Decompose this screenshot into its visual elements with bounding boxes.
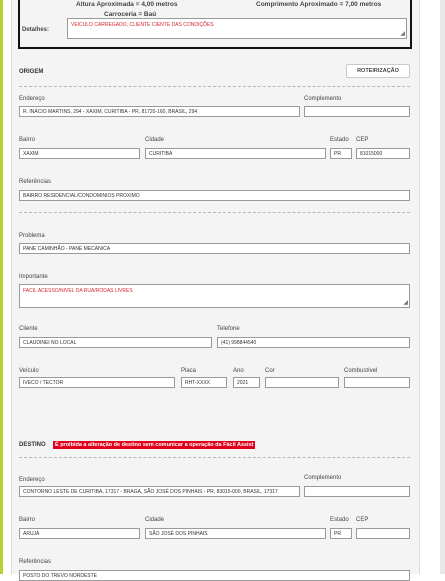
importante-textarea[interactable] [19, 284, 410, 308]
origem-endereco-label: Endereço [19, 96, 45, 102]
origem-endereco-input[interactable]: R. INÁCIO MARTINS, 294 - XAXIM, CURITIBA - PR, 81720-160, BRASIL, 294 [19, 106, 300, 117]
origem-complemento-label: Complemento [304, 96, 342, 102]
veiculo-label: Veículo [19, 368, 39, 374]
destino-referencias-input[interactable]: POSTO DO TREVO NORDESTE [19, 570, 410, 581]
combustivel-label: Combustível [344, 368, 378, 374]
altura-text: Altura Aproximada = 4,00 metros [76, 1, 178, 8]
vehicle-details-box [18, 0, 412, 49]
destino-estado-input[interactable]: PR [330, 528, 352, 539]
detalhes-textarea[interactable] [67, 18, 407, 39]
origem-complemento-input[interactable] [304, 106, 410, 117]
destino-bairro-input[interactable]: ARUJÁ [19, 528, 140, 539]
problema-input[interactable]: PANE CAMINHÃO - PANE MECANICA [19, 243, 410, 254]
ano-label: Ano [233, 368, 244, 374]
destino-cep-label: CEP [356, 517, 369, 523]
roteirizacao-button[interactable] [346, 64, 410, 78]
resize-handle-icon[interactable]: ◢ [400, 31, 405, 37]
divider [19, 457, 410, 458]
detalhes-label: Detalhes: [22, 27, 50, 33]
origem-bairro-input[interactable]: XAXIM [19, 148, 140, 159]
origem-referencias-input[interactable]: BAIRRO RESIDENCIAL/CONDOMINIOS PROXIMO [19, 190, 410, 201]
origem-cidade-label: Cidade [145, 137, 165, 143]
scrollbar-track[interactable] [440, 0, 445, 574]
destino-cidade-input[interactable]: SÃO JOSÉ DOS PINHAIS [145, 528, 326, 539]
origem-cidade-input[interactable]: CURITIBA [145, 148, 326, 159]
placa-input[interactable]: RHT-XXXX [181, 377, 227, 388]
destino-bairro-label: Bairro [19, 517, 36, 523]
combustivel-input[interactable] [344, 377, 410, 388]
cliente-label: Cliente [19, 326, 38, 332]
destino-endereco-label: Endereço [19, 477, 45, 483]
resize-handle-icon[interactable]: ◢ [403, 300, 408, 306]
destino-complemento-input[interactable] [304, 486, 410, 497]
origem-title: ORIGEM [19, 69, 44, 75]
divider [19, 86, 410, 87]
origem-cep-label: CEP [356, 137, 369, 143]
accent-bar [0, 0, 3, 574]
destino-referencias-label: Referências [19, 559, 52, 565]
destino-warning: É proibida a alteração de destino sem comunicar a operação da Fácil Assist [55, 442, 254, 448]
placa-label: Placa [181, 368, 197, 374]
telefone-label: Telefone [217, 326, 240, 332]
cliente-input[interactable]: CLAUDINEI NO LOCAL [19, 337, 212, 348]
importante-label: Importante [19, 274, 48, 280]
destino-cep-input[interactable] [356, 528, 410, 539]
destino-endereco-input[interactable]: CONTORNO LESTE DE CURITIBA, 17317 - BRAGA, SÃO JOSÉ DOS PINHAIS - PR, 83015-000, BRASIL, 17317 [19, 486, 300, 497]
veiculo-input[interactable]: IVECO / TECTOR [19, 377, 175, 388]
origem-bairro-label: Bairro [19, 137, 36, 143]
cor-label: Cor [265, 368, 275, 374]
ano-input[interactable]: 2021 [233, 377, 260, 388]
divider [19, 212, 410, 213]
carroceria-text: Carroceria = Baú [104, 11, 157, 18]
origem-cep-input[interactable]: 81015000 [356, 148, 410, 159]
detalhes-value: VEICULO CARREGADO, CLIENTE CIENTE DAS CONDIÇÕES [71, 22, 214, 28]
telefone-input[interactable]: (41) 998844540 [217, 337, 410, 348]
importante-value: FACIL ACESSO/NIVEL DA RUA/RODAS LIVRES [23, 288, 133, 294]
origem-estado-label: Estado [330, 137, 349, 143]
destino-cidade-label: Cidade [145, 517, 165, 523]
problema-label: Problema [19, 233, 45, 239]
roteirizacao-label: ROTEIRIZAÇÃO [357, 68, 399, 74]
cor-input[interactable] [265, 377, 339, 388]
comprimento-text: Comprimento Aproximado = 7,00 metros [256, 1, 382, 8]
origem-estado-input[interactable]: PR [330, 148, 352, 159]
destino-complemento-label: Complemento [304, 475, 342, 481]
origem-referencias-label: Referências [19, 179, 52, 185]
destino-title: DESTINO [19, 442, 46, 448]
form-panel [11, 0, 420, 579]
destino-estado-label: Estado [330, 517, 349, 523]
